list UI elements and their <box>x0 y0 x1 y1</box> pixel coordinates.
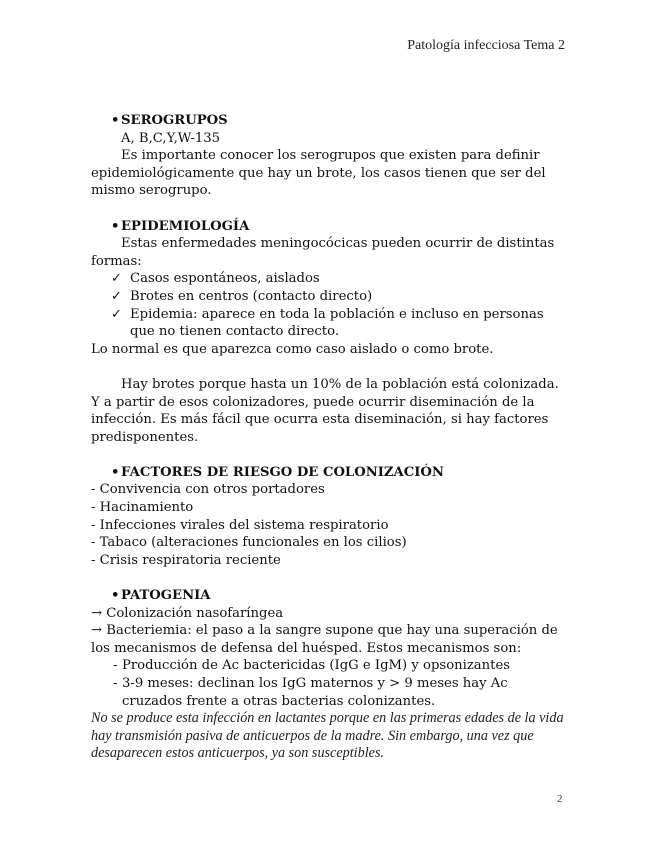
serogrupos-paragraph: Es importante conocer los serogrupos que existen para definir epidemiológicamente que hay un brote, los casos tienen que ser del mismo serogrupo. <box>91 148 546 199</box>
section-heading-patogenia <box>111 587 571 605</box>
heading-text: FACTORES DE RIESGO DE COLONIZACIÓN <box>121 464 444 480</box>
epidemiologia-intro: Estas enfermedades meningocócicas pueden ocurrir de distintas formas: <box>91 236 555 269</box>
list-item <box>111 288 571 306</box>
list-item: - Infecciones virales del sistema respiratorio <box>91 517 389 533</box>
page-number: 2 <box>557 793 563 805</box>
list-item-text: Colonización nasofaríngea <box>106 605 284 621</box>
checkmark-icon: ✓ <box>111 271 123 287</box>
list-item <box>91 622 571 657</box>
checkmark-icon: ✓ <box>111 306 123 322</box>
list-item: - Hacinamiento <box>91 500 194 516</box>
bullet-icon: • <box>111 588 120 604</box>
checkmark-icon: ✓ <box>111 288 123 304</box>
bullet-icon: • <box>111 113 120 128</box>
list-item <box>111 306 571 341</box>
heading-text: EPIDEMIOLOGÍA <box>121 218 250 234</box>
section-heading-epidemiologia <box>111 218 571 236</box>
list-item-text: Brotes en centros (contacto directo) <box>130 288 373 304</box>
serogroup-list: A, B,C,Y,W-135 <box>121 130 221 146</box>
heading-text: PATOGENIA <box>121 588 211 604</box>
bullet-icon: • <box>111 464 120 480</box>
list-item: - Convivencia con otros portadores <box>91 482 325 498</box>
patogenia-note: No se produce esta infección en lactantes porque en las primeras edades de la vida hay transmisión pasiva de anticuerpos de la madre. Sin embargo, una vez que desaparecen estos anticuerpos, ya son susceptibles. <box>91 710 564 762</box>
bullet-icon: • <box>111 218 120 234</box>
document-body <box>91 112 571 763</box>
list-item-text: Casos espontáneos, aislados <box>130 271 320 287</box>
epidemiologia-paragraph: Hay brotes porque hasta un 10% de la población está colonizada. Y a partir de esos colonizadores, puede ocurrir diseminación de la infección. Es más fácil que ocurra esta diseminación, si hay factores predisponentes. <box>91 376 559 445</box>
list-item: - Crisis respiratoria reciente <box>91 552 281 568</box>
page-header: Patología infecciosa Tema 2 <box>407 38 565 53</box>
arrow-icon: → <box>91 605 103 621</box>
sub-list-item-text: Producción de Ac bactericidas (IgG e IgM) y opsonizantes <box>122 658 511 674</box>
section-heading-serogrupos <box>111 112 571 130</box>
sub-list-item: - Producción de Ac bactericidas (IgG e IgM) y opsonizantes <box>113 658 511 674</box>
epidemiologia-conclusion: Lo normal es que aparezca como caso aislado o como brote. <box>91 341 494 357</box>
list-item <box>111 270 571 288</box>
sub-list-item-text: 3-9 meses: declinan los IgG maternos y > 9 meses hay Ac cruzados frente a otras bacterias colonizantes. <box>122 676 508 709</box>
list-item: - Tabaco (alteraciones funcionales en los cilios) <box>91 535 407 551</box>
arrow-icon: → <box>91 623 103 639</box>
heading-text: SEROGRUPOS <box>121 113 228 128</box>
section-heading-factores <box>111 464 571 482</box>
list-item-text: Bacteriemia: el paso a la sangre supone que hay una superación de los mecanismos de defensa del huésped. Estos mecanismos son: <box>91 623 558 656</box>
list-item <box>91 605 571 623</box>
sub-list-item: - 3-9 meses: declinan los IgG maternos y > 9 meses hay Ac cruzados frente a otras bacterias colonizantes. <box>113 675 571 710</box>
list-item-text: Epidemia: aparece en toda la población e incluso en personas que no tienen contacto directo. <box>130 306 544 340</box>
